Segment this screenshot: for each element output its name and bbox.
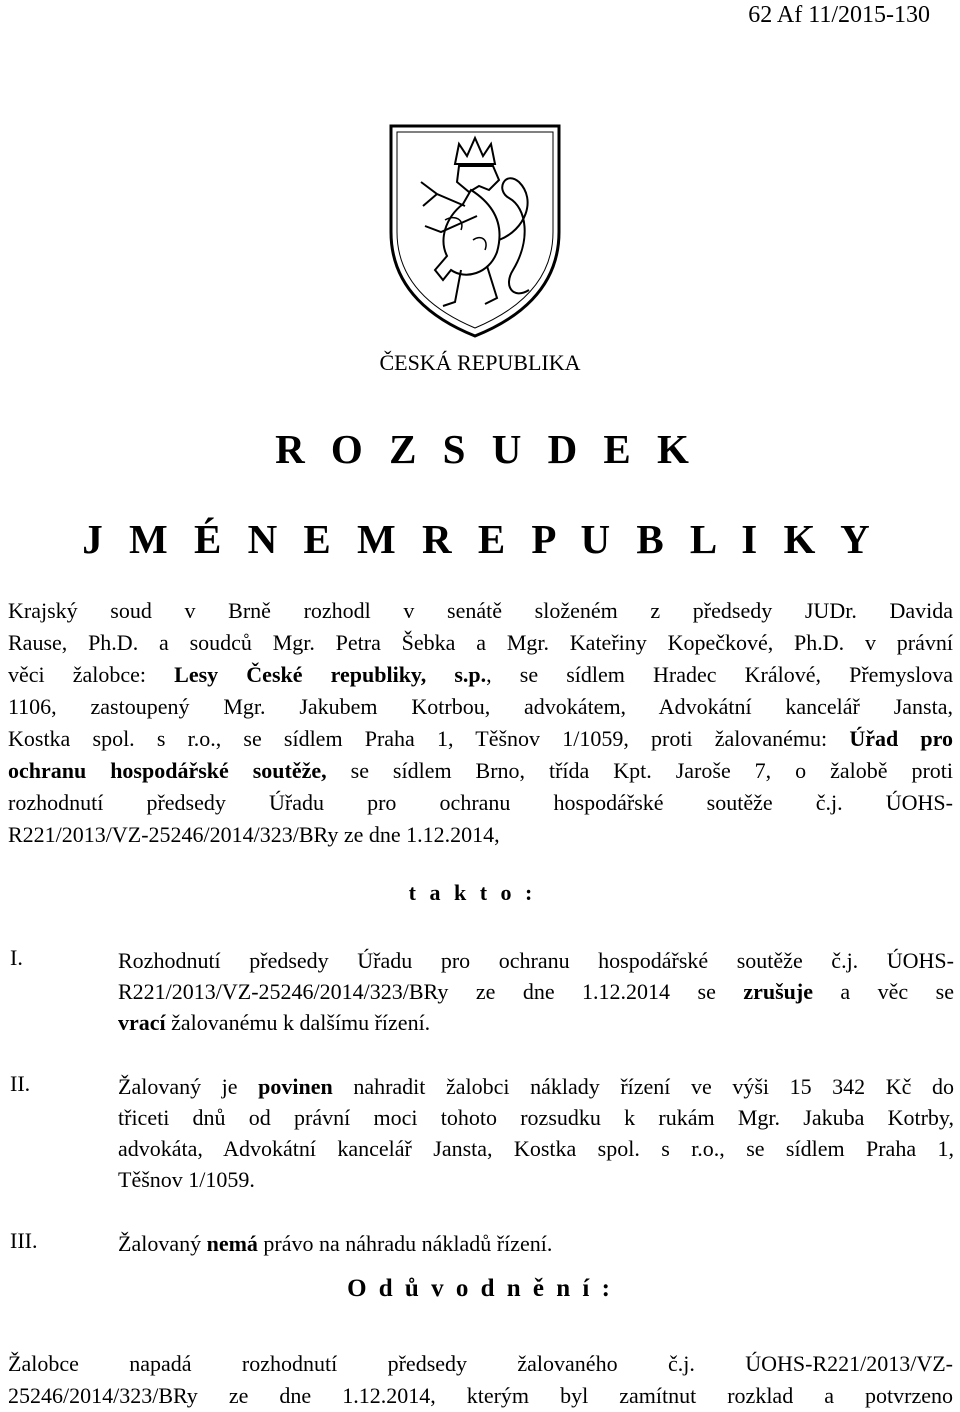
verdict-item-3: Žalovaný nemá právo na náhradu nákladů řízení. (118, 1231, 553, 1256)
verdict-label: t a k t o : (408, 880, 537, 905)
defendant-name-end: ochranu hospodářské soutěže, (8, 758, 327, 783)
plaintiff-name: Lesy České republiky, s.p. (174, 662, 487, 687)
judgment-subtitle: J M É N E M R E P U B L I K Y (82, 516, 878, 562)
judgment-title: R O Z S U D E K (275, 426, 697, 472)
intro-line-2: Rause, Ph.D. a soudců Mgr. Petra Šebka a Mgr. Kateřiny Kopečkové, Ph.D. v právní (8, 630, 953, 655)
intro-line-4: 1106, zastoupený Mgr. Jakubem Kotrbou, advokátem, Advokátní kancelář Jansta, (8, 694, 953, 719)
intro-paragraph (8, 595, 953, 851)
reasoning-title: O d ů v o d n ě n í : (347, 1275, 613, 1302)
reasoning-paragraph: Žalobce napadá rozhodnutí předsedy žalovaného č.j. ÚOHS-R221/2013/VZ- 25246/2014/323/BRy ze dne 1.12.2014, kterým byl zamítnut rozklad a potvrzeno (8, 1351, 953, 1408)
intro-line-7: rozhodnutí předsedy Úřadu pro ochranu hospodářské soutěže č.j. ÚOHS- (8, 790, 953, 815)
has-not-word: nemá (206, 1231, 258, 1256)
intro-line-3: věci žalobce: Lesy České republiky, s.p., se sídlem Hradec Králové, Přemyslova (8, 662, 953, 687)
intro-line-8: R221/2013/VZ-25246/2014/323/BRy ze dne 1.12.2014, (8, 822, 500, 847)
intro-line-5: Kostka spol. s r.o., se sídlem Praha 1, Těšnov 1/1059, proti žalovanému: Úřad pro (8, 726, 953, 751)
obliged-word: povinen (258, 1074, 333, 1099)
country-name: ČESKÁ REPUBLIKA (379, 350, 581, 375)
case-number: 62 Af 11/2015-130 (748, 2, 930, 28)
intro-line-1: Krajský soud v Brně rozhodl v senátě složeném z předsedy JUDr. Davida (8, 598, 953, 623)
verdict-item-1: Rozhodnutí předsedy Úřadu pro ochranu hospodářské soutěže č.j. ÚOHS- R221/2013/VZ-25246/2014/323/BRy ze dne 1.12.2014 se zrušuje a věc se vrací žalovanému k dalšímu řízení. (118, 948, 954, 1035)
item-number-2: II. (10, 1071, 31, 1096)
verdict-item-2: Žalovaný je povinen nahradit žalobci náklady řízení ve výši 15 342 Kč do třiceti dnů od právní moci tohoto rozsudku k rukám Mgr. Jakuba Kotrby, advokáta, Advokátní kancelář Jansta, Kostka spol. s r.o., se sídlem Praha 1, Těšnov 1/1059. (118, 1074, 954, 1192)
intro-line-6: ochranu hospodářské soutěže, se sídlem Brno, třída Kpt. Jaroše 7, o žalobě proti (8, 758, 953, 783)
return-word: vrací (118, 1010, 166, 1035)
coat-of-arms-icon (385, 120, 565, 340)
defendant-name-start: Úřad pro (849, 726, 953, 751)
annul-word: zrušuje (743, 979, 813, 1004)
item-number-1: I. (10, 945, 23, 970)
item-number-3: III. (10, 1228, 38, 1253)
